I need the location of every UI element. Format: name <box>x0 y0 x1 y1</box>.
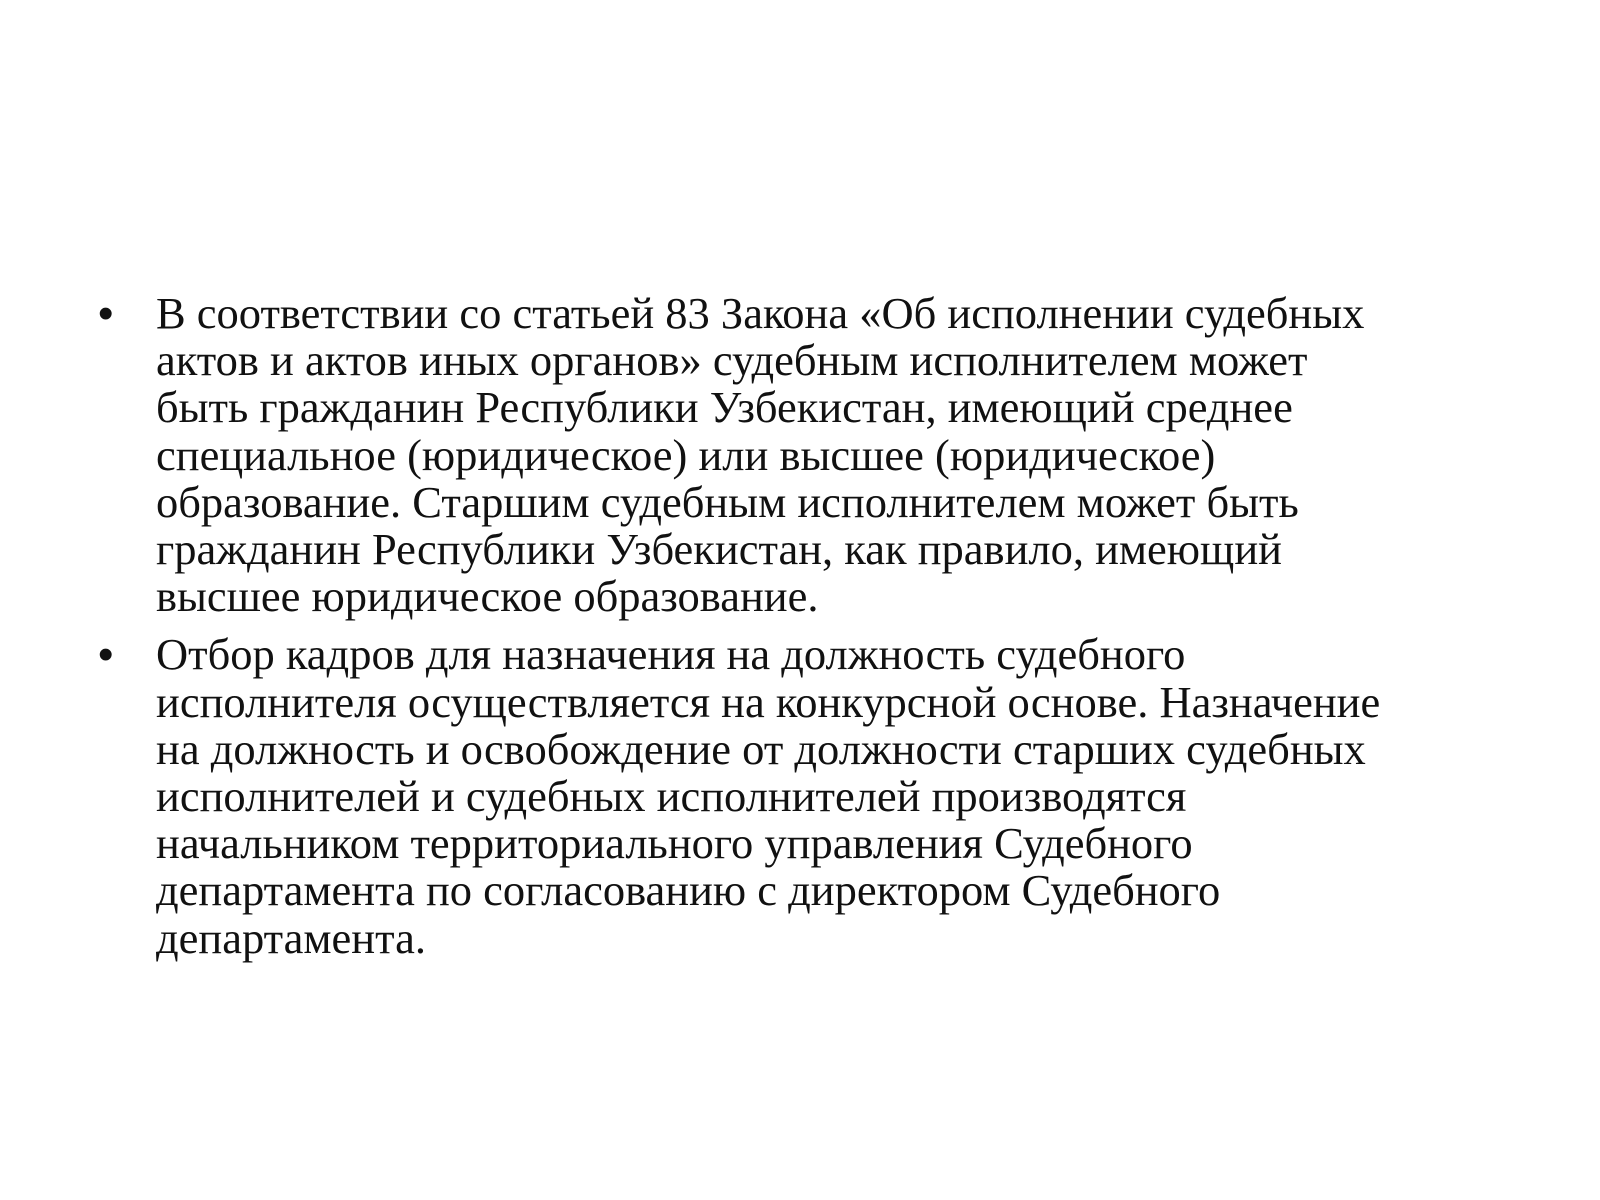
text-line: специальное (юридическое) или высшее (юридическое) <box>156 429 1216 480</box>
text-line: Отбор кадров для назначения на должность судебного <box>156 629 1186 680</box>
text-line: на должность и освобождение от должности старших судебных <box>156 723 1366 774</box>
text-line: исполнителей и судебных исполнителей производятся <box>156 771 1187 822</box>
text-line: В соответствии со статьей 83 Закона «Об исполнении судебных <box>156 288 1365 338</box>
bullet-item <box>92 631 1532 961</box>
bullet-dot-icon: • <box>98 289 114 338</box>
bullet-dot-icon: • <box>98 630 114 680</box>
text-line: актов и актов иных органов» судебным исполнителем может <box>156 335 1308 386</box>
bullet-text <box>156 631 1532 961</box>
text-line: быть гражданин Республики Узбекистан, имеющий среднее <box>156 382 1293 433</box>
bullet-text <box>156 290 1532 620</box>
bullet-list <box>92 290 1532 973</box>
text-line: департамента. <box>156 912 426 963</box>
bullet-item <box>92 290 1532 620</box>
text-line: исполнителя осуществляется на конкурсной основе. Назначение <box>156 676 1381 727</box>
text-line: образование. Старшим судебным исполнителем может быть <box>156 476 1299 527</box>
text-line: департамента по согласованию с директором Судебного <box>156 865 1221 916</box>
text-line: гражданин Республики Узбекистан, как правило, имеющий <box>156 524 1282 575</box>
text-line: начальником территориального управления Судебного <box>156 818 1193 869</box>
text-line: высшее юридическое образование. <box>156 571 819 622</box>
